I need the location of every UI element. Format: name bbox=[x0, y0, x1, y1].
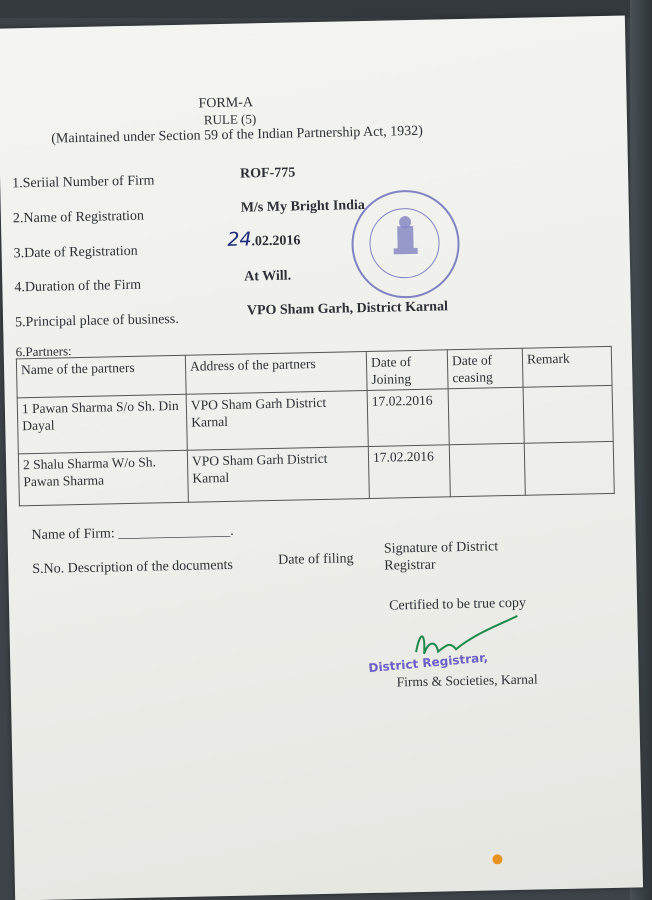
partner-ceasing bbox=[448, 387, 524, 445]
partners-table bbox=[16, 346, 615, 506]
column-header: Address of the partners bbox=[185, 352, 367, 395]
field-label-serial: 1.Seriial Number of Firm bbox=[12, 173, 155, 192]
partner-address: VPO Sham Garh District Karnal bbox=[186, 390, 368, 450]
partner-joining: 17.02.2016 bbox=[368, 445, 450, 499]
registrar-seal bbox=[350, 189, 460, 299]
field-value-duration: At Will. bbox=[244, 268, 292, 285]
field-label-name: 2.Name of Registration bbox=[12, 208, 145, 227]
partner-address: VPO Sham Garh District Karnal bbox=[187, 446, 369, 502]
field-value-place: VPO Sham Garh, District Karnal bbox=[246, 299, 449, 319]
name-of-firm-line: Name of Firm: ________________. bbox=[31, 523, 234, 544]
date-of-filing-label: Date of filing bbox=[277, 551, 354, 568]
field-label-place: 5.Principal place of business. bbox=[14, 311, 179, 331]
handwritten-day: 24 bbox=[227, 228, 252, 251]
emblem-icon bbox=[352, 191, 458, 297]
form-title: FORM-A bbox=[198, 95, 254, 112]
column-header: Date of Joining bbox=[366, 350, 448, 391]
documents-column-label: S.No. Description of the documents bbox=[32, 557, 234, 578]
form-rule: RULE (5) bbox=[203, 111, 257, 128]
document-page bbox=[0, 16, 643, 900]
partner-name: 2 Shalu Sharma W/o Sh. Pawan Sharma bbox=[18, 450, 188, 506]
signature-label: Signature of District Registrar bbox=[383, 539, 499, 574]
column-header: Remark bbox=[522, 346, 612, 387]
registrar-line1: District Registrar, bbox=[367, 650, 489, 676]
form-subtitle: (Maintained under Section 59 of the Indian Partnership Act, 1932) bbox=[51, 123, 424, 147]
column-header: Name of the partners bbox=[16, 355, 186, 398]
partner-remark bbox=[523, 385, 613, 443]
partner-remark bbox=[524, 441, 614, 495]
field-value-serial: ROF-775 bbox=[239, 165, 296, 182]
background-top-strip bbox=[0, 0, 652, 18]
column-header: Date of ceasing bbox=[447, 348, 523, 389]
field-value-name: M/s My Bright India bbox=[240, 198, 365, 216]
field-value-date: .02.2016 bbox=[251, 233, 301, 250]
orange-spot bbox=[492, 854, 502, 864]
partner-name: 1 Pawan Sharma S/o Sh. Din Dayal bbox=[17, 394, 187, 454]
field-label-duration: 4.Duration of the Firm bbox=[14, 277, 142, 296]
field-label-date: 3.Date of Registration bbox=[13, 243, 138, 262]
certified-copy-text: Certified to be true copy bbox=[388, 595, 527, 614]
partners-title: 6.Partners: bbox=[15, 343, 72, 360]
partner-joining: 17.02.2016 bbox=[367, 389, 449, 447]
table-row bbox=[18, 441, 614, 505]
registrar-line2: Firms & Societies, Karnal bbox=[396, 671, 538, 690]
partner-ceasing bbox=[449, 443, 525, 497]
